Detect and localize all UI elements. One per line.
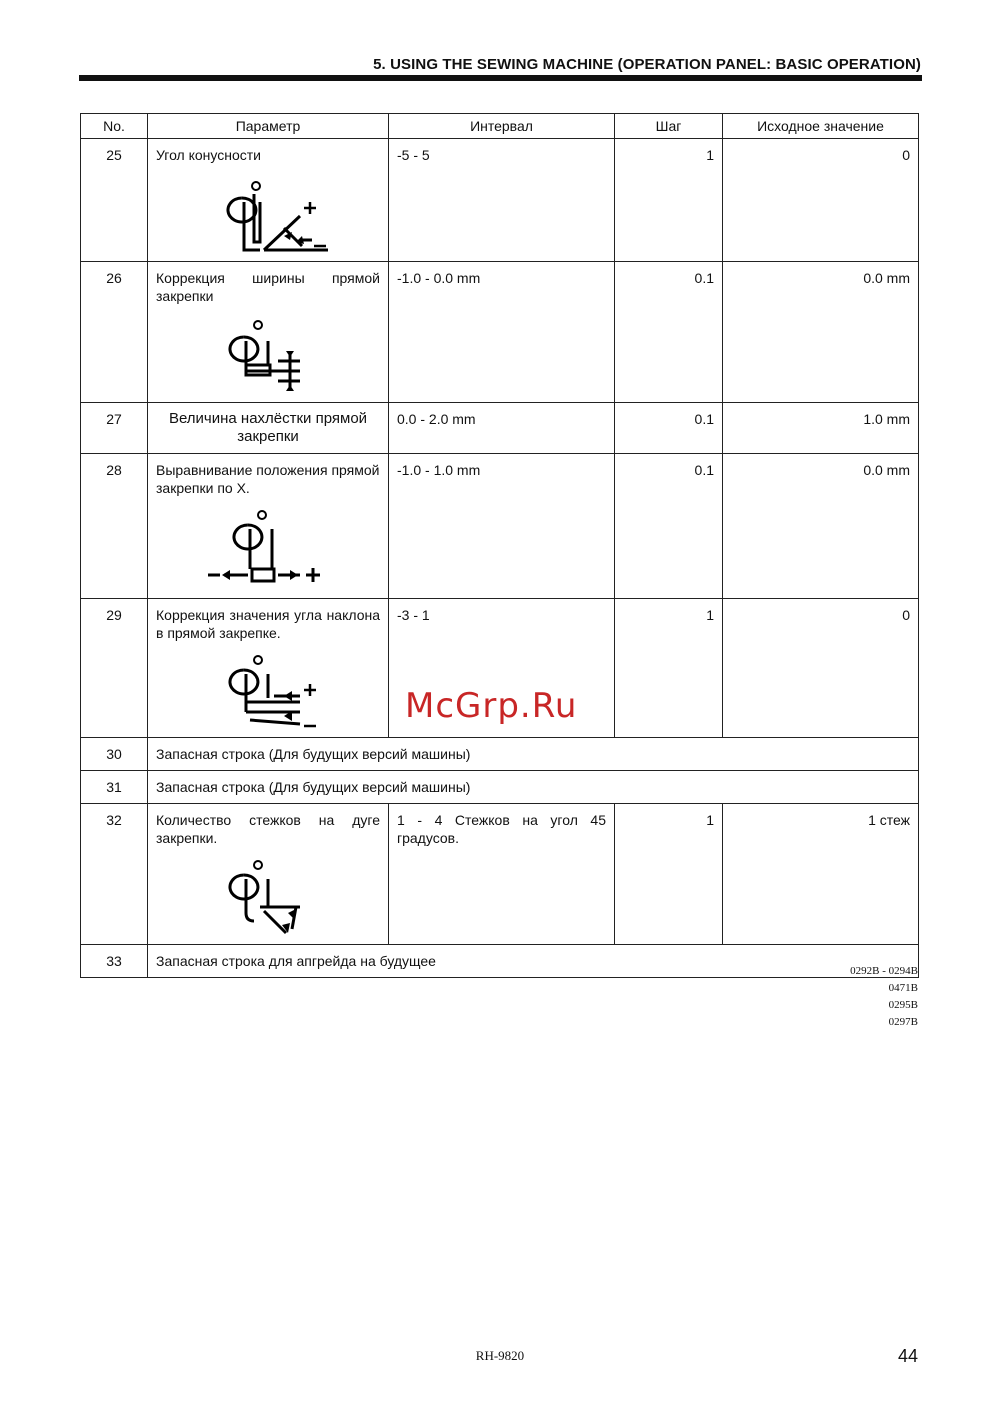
default-cell: 0.0 mm [723,262,919,403]
range-cell: -1.0 - 1.0 mm [389,454,615,599]
column-header-range: Интервал [389,114,615,139]
section-title: 5. USING THE SEWING MACHINE (OPERATION PANEL: BASIC OPERATION) [373,56,921,73]
table-row [81,403,919,454]
default-cell: 0 [723,139,919,262]
bartack-angle-icon [204,650,380,730]
table-row [81,771,919,804]
table-row [81,804,919,945]
step-cell: 1 [615,804,723,945]
table-row [81,945,919,978]
model-name: RH-9820 [475,1348,525,1363]
parameter-label: Коррекция значения угла наклона в прямой закрепке. [156,607,380,641]
parameter-label: Выравнивание положения прямой закрепки по X. [156,462,380,496]
table-row [81,262,919,403]
range-cell: -5 - 5 [389,139,615,262]
page-number: 44 [897,1346,918,1366]
row-number: 26 [81,262,148,403]
table-row [81,454,919,599]
default-cell: 0.0 mm [723,454,919,599]
step-cell: 1 [615,599,723,738]
parameter-label: Количество стежков на дуге закрепки. [156,812,380,846]
spare-row-label: Запасная строка (Для будущих версий машины) [148,738,919,771]
figure-code: 0471B [888,982,918,994]
header-rule [79,75,922,81]
row-number: 31 [81,771,148,804]
row-number: 30 [81,738,148,771]
default-cell: 1.0 mm [723,403,919,454]
table-header-row [81,114,919,139]
figure-code: 0295B [888,999,918,1011]
parameter-label: Величина нахлёстки прямой закрепки [148,403,389,454]
column-header-step: Шаг [615,114,723,139]
row-number: 32 [81,804,148,945]
figure-codes [850,963,918,1031]
figure-code: 0292B - 0294B [850,965,918,977]
parameter-label: Коррекция ширины прямой закрепки [156,270,380,304]
figure-code: 0297B [888,1016,918,1028]
step-cell: 0.1 [615,403,723,454]
range-cell: 0.0 - 2.0 mm [389,403,615,454]
taper-angle-icon [204,172,380,254]
parameter-label: Угол конусности [156,147,261,163]
row-number: 25 [81,139,148,262]
default-cell: 1 стеж [723,804,919,945]
table-row [81,738,919,771]
step-cell: 1 [615,139,723,262]
row-number: 28 [81,454,148,599]
default-cell: 0 [723,599,919,738]
spare-row-label: Запасная строка (Для будущих версий машины) [148,771,919,804]
parameter-cell [148,804,389,945]
bartack-x-position-icon [204,505,380,591]
range-cell: -1.0 - 0.0 mm [389,262,615,403]
range-cell: 1 - 4 Стежков на угол 45 градусов. [389,804,615,945]
spare-row-label: Запасная строка для апгрейда на будущее [148,945,919,978]
column-header-no: No. [81,114,148,139]
row-number: 33 [81,945,148,978]
arc-stitch-count-icon [204,855,380,937]
step-cell: 0.1 [615,454,723,599]
row-number: 29 [81,599,148,738]
column-header-parameter: Параметр [148,114,389,139]
row-number: 27 [81,403,148,454]
parameter-cell [148,454,389,599]
parameter-cell [148,599,389,738]
step-cell: 0.1 [615,262,723,403]
watermark: McGrp.Ru [405,686,578,726]
parameter-cell [148,262,389,403]
range-cell: -3 - 1 [389,599,615,738]
table-row [81,139,919,262]
column-header-default: Исходное значение [723,114,919,139]
parameter-table [80,113,919,978]
bartack-width-icon [204,313,380,395]
parameter-cell [148,139,389,262]
